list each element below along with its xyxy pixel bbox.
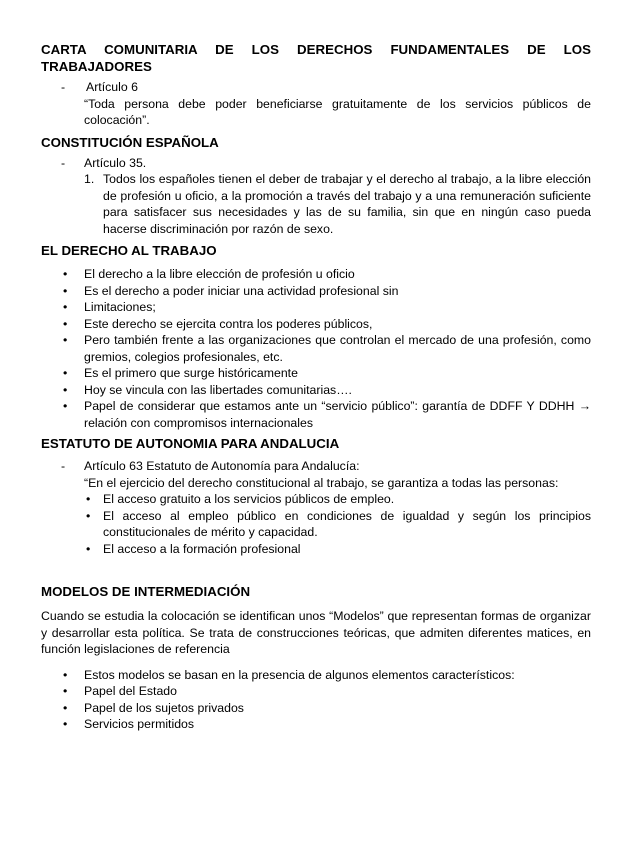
list-item: • Limitaciones; xyxy=(41,299,591,316)
list-item: • El acceso al empleo público en condiciones de igualdad y según los principios constitucionales de mérito y capacidad. xyxy=(86,508,591,539)
dash-marker: - xyxy=(61,80,66,94)
derecho-list xyxy=(41,266,591,431)
list-item: • Hoy se vincula con las libertades comunitarias…. xyxy=(41,382,591,399)
modelos-paragraph: Cuando se estudia la colocación se identifican unos “Modelos” que representan formas de organizar y desarrollar esta política. Se trata de construcciones teóricas, que admiten diferentes matices, en función legislaciones de referencia xyxy=(41,609,591,656)
estatuto-article-block xyxy=(41,458,591,557)
list-item: • El acceso a la formación profesional xyxy=(86,541,301,556)
section-title-derecho: EL DERECHO AL TRABAJO xyxy=(41,243,217,258)
constitucion-item xyxy=(84,171,591,237)
list-item: • Servicios permitidos xyxy=(41,716,591,733)
bullet-marker: • xyxy=(63,300,68,314)
estatuto-intro: “En el ejercicio del derecho constitucional al trabajo, se garantiza a todas las personas: xyxy=(84,475,559,490)
list-item: • Papel del Estado xyxy=(41,683,591,700)
list-item: • Estos modelos se basan en la presencia de algunos elementos característicos: xyxy=(41,667,591,684)
bullet-marker: • xyxy=(63,382,68,397)
list-item: • Es el primero que surge históricamente xyxy=(41,365,591,382)
bullet-marker: • xyxy=(63,399,68,413)
item-number: 1. xyxy=(84,172,95,186)
estatuto-article: Artículo 63 Estatuto de Autonomía para Andalucía: xyxy=(84,459,360,473)
bullet-marker: • xyxy=(63,283,68,298)
list-item: • El derecho a la libre elección de profesión u oficio xyxy=(41,266,591,283)
list-item: • Papel de considerar que estamos ante un “servicio público”: garantía de DDFF Y DDHH → relación con compromisos internacionales xyxy=(41,398,591,431)
section-title-carta: CARTA COMUNITARIA DE LOS DERECHOS FUNDAMENTALES DE LOS TRABAJADORES xyxy=(41,42,591,74)
section-title-constitucion: CONSTITUCIÓN ESPAÑOLA xyxy=(41,134,219,150)
bullet-marker: • xyxy=(63,333,68,347)
carta-quote: “Toda persona debe poder beneficiarse gratuitamente de los servicios públicos de colocación”. xyxy=(84,96,591,127)
constitucion-article-block xyxy=(41,155,591,238)
bullet-marker: • xyxy=(86,492,91,506)
dash-marker: - xyxy=(61,459,66,473)
carta-article-block xyxy=(41,79,591,129)
bullet-marker: • xyxy=(63,684,68,698)
carta-article: Artículo 6 xyxy=(86,80,138,94)
constitucion-article: Artículo 35. xyxy=(84,155,147,170)
bullet-marker: • xyxy=(86,541,91,556)
bullet-marker: • xyxy=(63,267,68,281)
bullet-marker: • xyxy=(63,667,68,682)
constitucion-item-text: Todos los españoles tienen el deber de trabajar y el derecho al trabajo, a la libre elección de profesión u oficio, a la promoción a través del trabajo y a una remuneración suficiente para satisfacer sus necesidades y las de su familia, sin que en ningún caso pueda hacerse discriminación por razón de sexo. xyxy=(103,172,591,236)
list-item: • Es el derecho a poder iniciar una actividad profesional sin xyxy=(41,283,591,300)
bullet-marker: • xyxy=(63,366,68,380)
section-title-estatuto: ESTATUTO DE AUTONOMIA PARA ANDALUCIA xyxy=(41,436,340,451)
list-item: • Este derecho se ejercita contra los poderes públicos, xyxy=(41,316,591,333)
list-item: • El acceso gratuito a los servicios públicos de empleo. xyxy=(86,492,395,506)
document-page xyxy=(41,40,591,733)
modelos-list xyxy=(41,667,591,733)
bullet-marker: • xyxy=(86,508,91,523)
bullet-marker: • xyxy=(63,717,68,731)
dash-marker: - xyxy=(61,155,66,170)
bullet-marker: • xyxy=(63,700,68,715)
list-item: • Papel de los sujetos privados xyxy=(41,700,591,717)
section-title-modelos: MODELOS DE INTERMEDIACIÓN xyxy=(41,584,251,599)
bullet-marker: • xyxy=(63,316,68,331)
list-item: • Pero también frente a las organizaciones que controlan el mercado de una profesión, como gremios, colegios profesionales, etc. xyxy=(41,332,591,365)
